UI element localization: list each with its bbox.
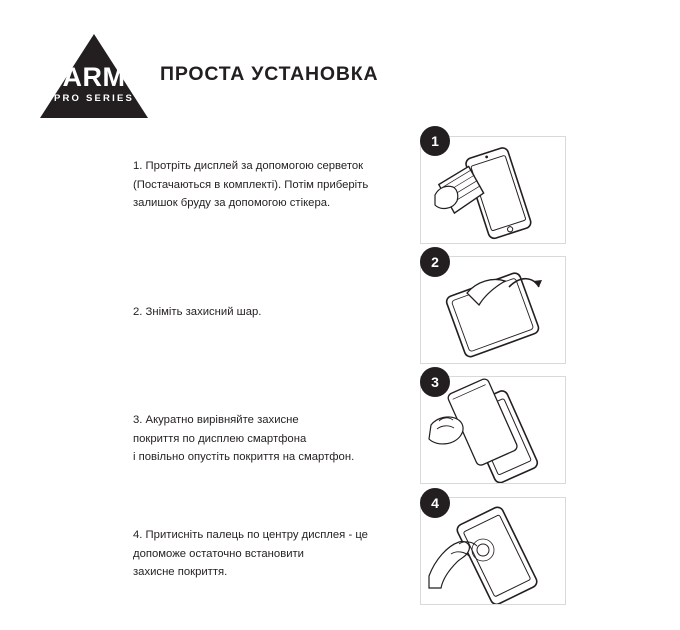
brand-name: ARM [62,62,126,92]
step-3-line-3: і повільно опустіть покриття на смартфон. [133,451,355,464]
step-1-line-2: (Постачаються в комплекті). Потім приберіть [133,178,369,191]
step-3-text [133,411,423,467]
step-1-badge: 1 [420,126,450,156]
step-1-line-3: залишок бруду за допомогою стікера. [133,197,331,210]
step-4-badge: 4 [420,488,450,518]
step-1-text [133,157,423,213]
page-title: ПРОСТА УСТАНОВКА [160,63,379,85]
step-2-text [133,303,423,322]
step-4-line-2: допоможе остаточно встановити [133,547,304,560]
step-3-line-1: 3. Акуратно вирівняйте захисне [133,414,299,426]
step-4-line-3: захисне покриття. [133,566,228,579]
step-2-badge: 2 [420,247,450,277]
brand-logo [40,34,148,118]
step-4-text [133,526,423,582]
step-2-line-1: 2. Зніміть захисний шар. [133,306,262,318]
step-1-line-1: 1. Протріть дисплей за допомогою серветок [133,160,364,172]
step-3-line-2: покриття по дисплею смартфона [133,432,307,445]
step-4-line-1: 4. Притисніть палець по центру дисплея - це [133,529,368,541]
step-3-badge: 3 [420,367,450,397]
brand-tagline: PRO SERIES [53,93,135,104]
